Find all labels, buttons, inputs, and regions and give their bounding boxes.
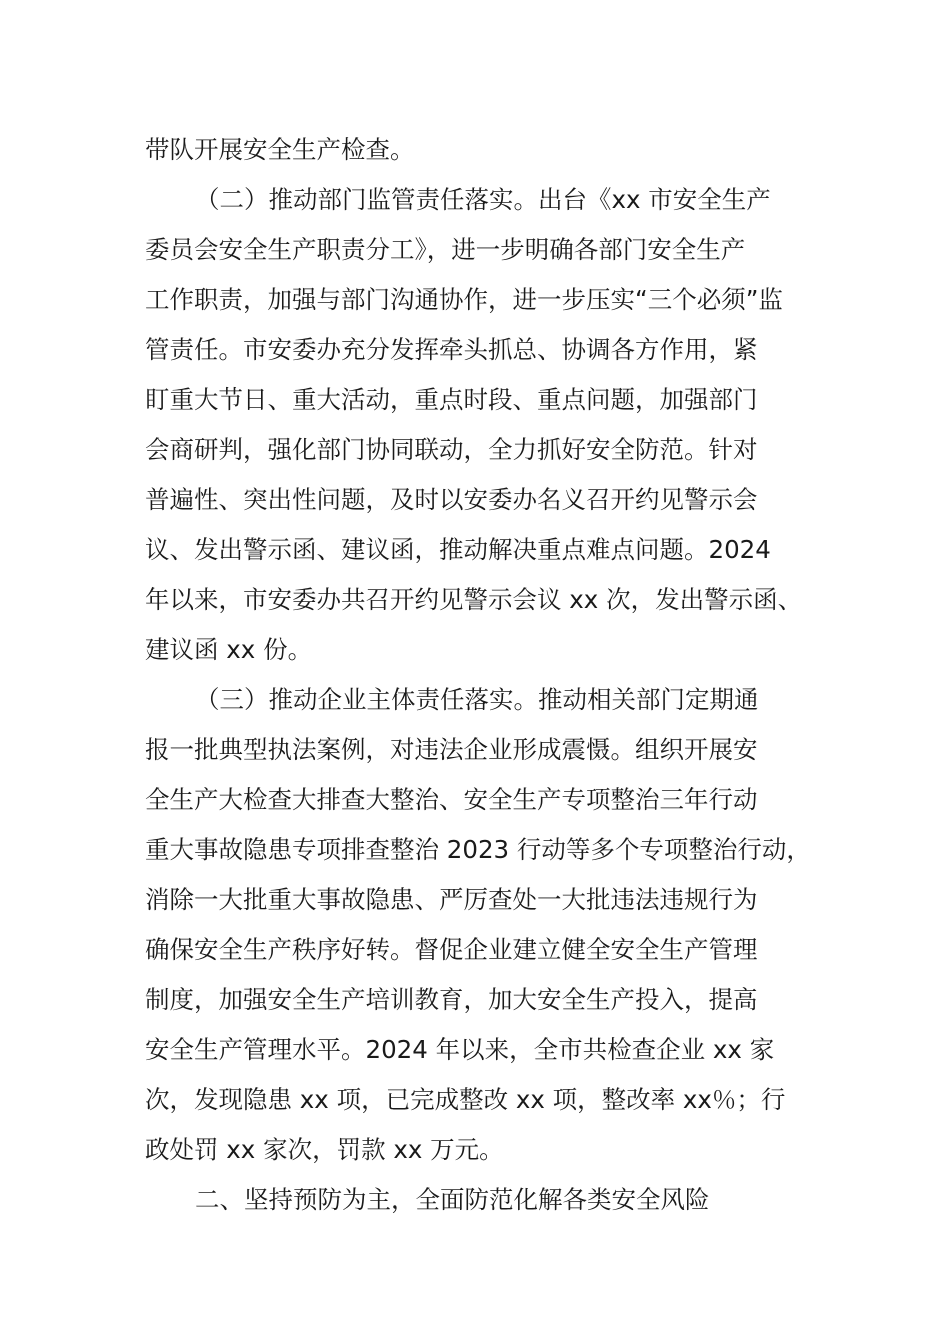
text-line: 会商研判，强化部门协同联动，全力抓好安全防范。针对 <box>145 435 758 464</box>
text-line: 工作职责，加强与部门沟通协作，进一步压实“三个必须”监 <box>145 285 783 314</box>
text-line: 报一批典型执法案例，对违法企业形成震慑。组织开展安 <box>145 735 758 764</box>
text-line: 管责任。市安委办充分发挥牵头抓总、协调各方作用，紧 <box>145 335 758 364</box>
section-heading-2: （二）推动部门监管责任落实。出台《xx 市安全生产 <box>195 185 771 214</box>
text-line: 年以来，市安委办共召开约见警示会议 xx 次，发出警示函、 <box>145 585 803 614</box>
text-line: 带队开展安全生产检查。 <box>145 135 415 164</box>
text-line: 重大事故隐患专项排查整治 2023 行动等多个专项整治行动， <box>145 835 811 864</box>
text-line: 安全生产管理水平。2024 年以来，全市共检查企业 xx 家 <box>145 1035 775 1064</box>
text-line: 确保安全生产秩序好转。督促企业建立健全安全生产管理 <box>145 935 758 964</box>
text-line: 次，发现隐患 xx 项，已完成整改 xx 项，整改率 xx％；行 <box>145 1085 786 1114</box>
text-line: 盯重大节日、重大活动，重点时段、重点问题，加强部门 <box>145 385 758 414</box>
section-heading-3: （三）推动企业主体责任落实。推动相关部门定期通 <box>195 685 759 714</box>
text-line: 政处罚 xx 家次，罚款 xx 万元。 <box>145 1135 504 1164</box>
text-line: 全生产大检查大排查大整治、安全生产专项整治三年行动 <box>145 785 758 814</box>
text-line: 建议函 xx 份。 <box>145 635 313 664</box>
text-line: 消除一大批重大事故隐患、严厉查处一大批违法违规行为 <box>145 885 758 914</box>
chapter-heading: 二、坚持预防为主，全面防范化解各类安全风险 <box>195 1185 710 1214</box>
text-line: 委员会安全生产职责分工》，进一步明确各部门安全生产 <box>145 235 746 264</box>
text-line: 制度，加强安全生产培训教育，加大安全生产投入，提高 <box>145 985 758 1014</box>
text-line: 议、发出警示函、建议函，推动解决重点难点问题。2024 <box>145 535 771 564</box>
text-line: 普遍性、突出性问题，及时以安委办名义召开约见警示会 <box>145 485 758 514</box>
